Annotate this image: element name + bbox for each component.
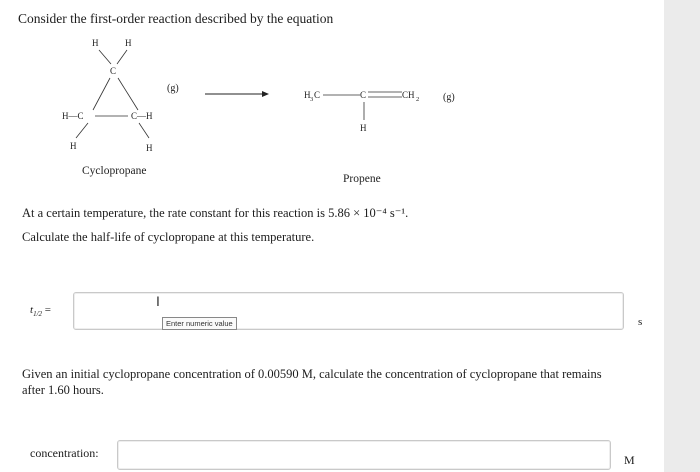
half-life-label	[30, 304, 51, 318]
atom-h-top-right: H	[125, 38, 132, 48]
part2-question: Given an initial cyclopropane concentration of 0.00590 M, calculate the concentration of cyclopropane that remains after 1.60 hours.	[22, 367, 602, 397]
atom-h-top-left: H	[92, 38, 99, 48]
cyclopropane-structure	[62, 38, 153, 153]
atom-h-propene: H	[360, 123, 367, 133]
part1-question: Calculate the half-life of cyclopropane at this temperature.	[22, 230, 315, 244]
reactant-name: Cyclopropane	[82, 165, 147, 177]
atom-h3c-sub: 3	[310, 96, 314, 103]
product-state: (g)	[443, 92, 455, 103]
reactant-state: (g)	[167, 83, 179, 94]
concentration-label: concentration:	[30, 446, 99, 460]
atom-c-h-right: C—H	[131, 111, 153, 121]
concentration-input[interactable]	[117, 440, 611, 470]
atom-c-top: C	[110, 66, 117, 76]
temperature-statement: At a certain temperature, the rate constant for this reaction is 5.86 × 10⁻⁴ s⁻¹.	[22, 206, 409, 220]
text-cursor-icon: I	[156, 293, 160, 309]
concentration-unit: M	[624, 453, 635, 467]
half-life-label-sub: 1/2	[33, 310, 43, 319]
half-life-placeholder-tooltip: Enter numeric value	[162, 317, 237, 330]
product-name: Propene	[343, 173, 381, 185]
reaction-arrow	[205, 91, 269, 97]
atom-h-bottom-right: H	[146, 143, 153, 153]
half-life-label-t: t	[30, 304, 34, 316]
atom-h3c-c: C	[314, 90, 321, 100]
propene-structure	[304, 90, 419, 133]
atom-h-c-left: H—C	[62, 111, 84, 121]
half-life-unit: s	[638, 316, 643, 328]
half-life-label-eq: =	[44, 304, 51, 316]
atom-h3c-h: H	[304, 90, 311, 100]
atom-ch2-ch: CH	[402, 90, 415, 100]
atom-h-bottom-left: H	[70, 141, 77, 151]
atom-ch2-sub: 2	[416, 96, 420, 103]
reaction-diagram	[0, 30, 664, 190]
atom-product-c: C	[360, 90, 367, 100]
question-prompt: Consider the first-order reaction described by the equation	[18, 11, 334, 26]
